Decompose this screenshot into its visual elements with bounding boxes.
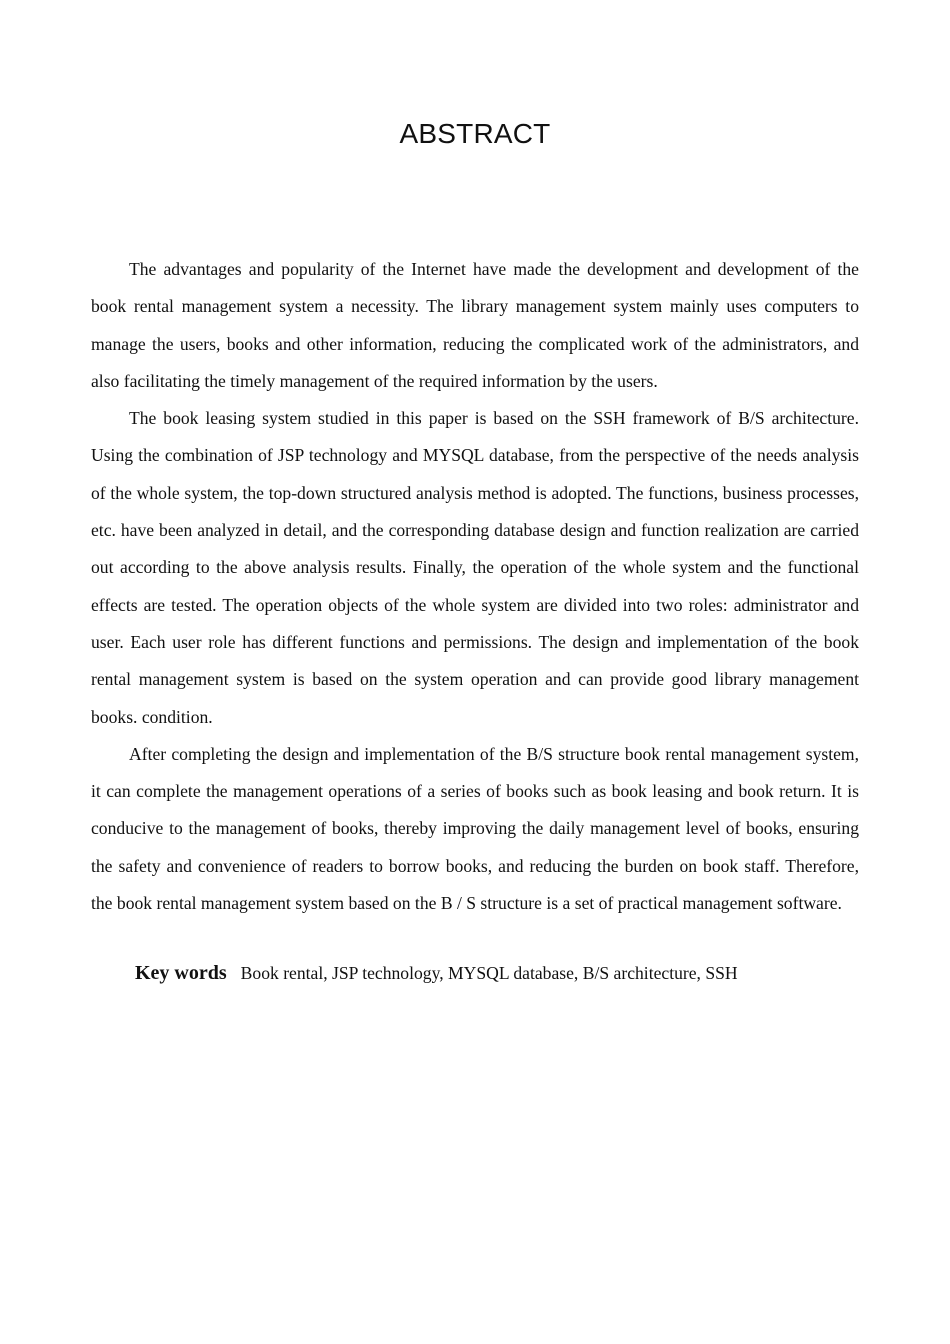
keywords-label: Key words: [135, 962, 227, 984]
abstract-paragraph-1: The advantages and popularity of the Internet have made the development and development of the book rental management system a necessity. The library management system mainly uses computers to manage the users, books and other information, reducing the complicated work of the administrators, and also facilitating the timely management of the required information by the users.: [91, 259, 859, 391]
keywords-line: [135, 955, 865, 993]
keywords-value: Book rental, JSP technology, MYSQL database, B/S architecture, SSH: [240, 963, 738, 983]
abstract-body: [91, 251, 859, 922]
abstract-paragraph-2: The book leasing system studied in this paper is based on the SSH framework of B/S architecture. Using the combination of JSP technology and MYSQL database, from the perspective of the needs analysis of the whole system, the top-down structured analysis method is adopted. The functions, business processes, etc. have been analyzed in detail, and the corresponding database design and function realization are carried out according to the above analysis results. Finally, the operation of the whole system and the functional effects are tested. The operation objects of the whole system are divided into two roles: administrator and user. Each user role has different functions and permissions. The design and implementation of the book rental management system is based on the system operation and can provide good library management books. condition.: [91, 408, 859, 727]
page-title: ABSTRACT: [399, 118, 551, 149]
abstract-paragraph-3: After completing the design and implementation of the B/S structure book rental management system, it can complete the management operations of a series of books such as book leasing and book return. It is conducive to the management of books, thereby improving the daily management level of books, ensuring the safety and convenience of readers to borrow books, and reducing the burden on book staff. Therefore, the book rental management system based on the B / S structure is a set of practical management software.: [91, 743, 859, 914]
